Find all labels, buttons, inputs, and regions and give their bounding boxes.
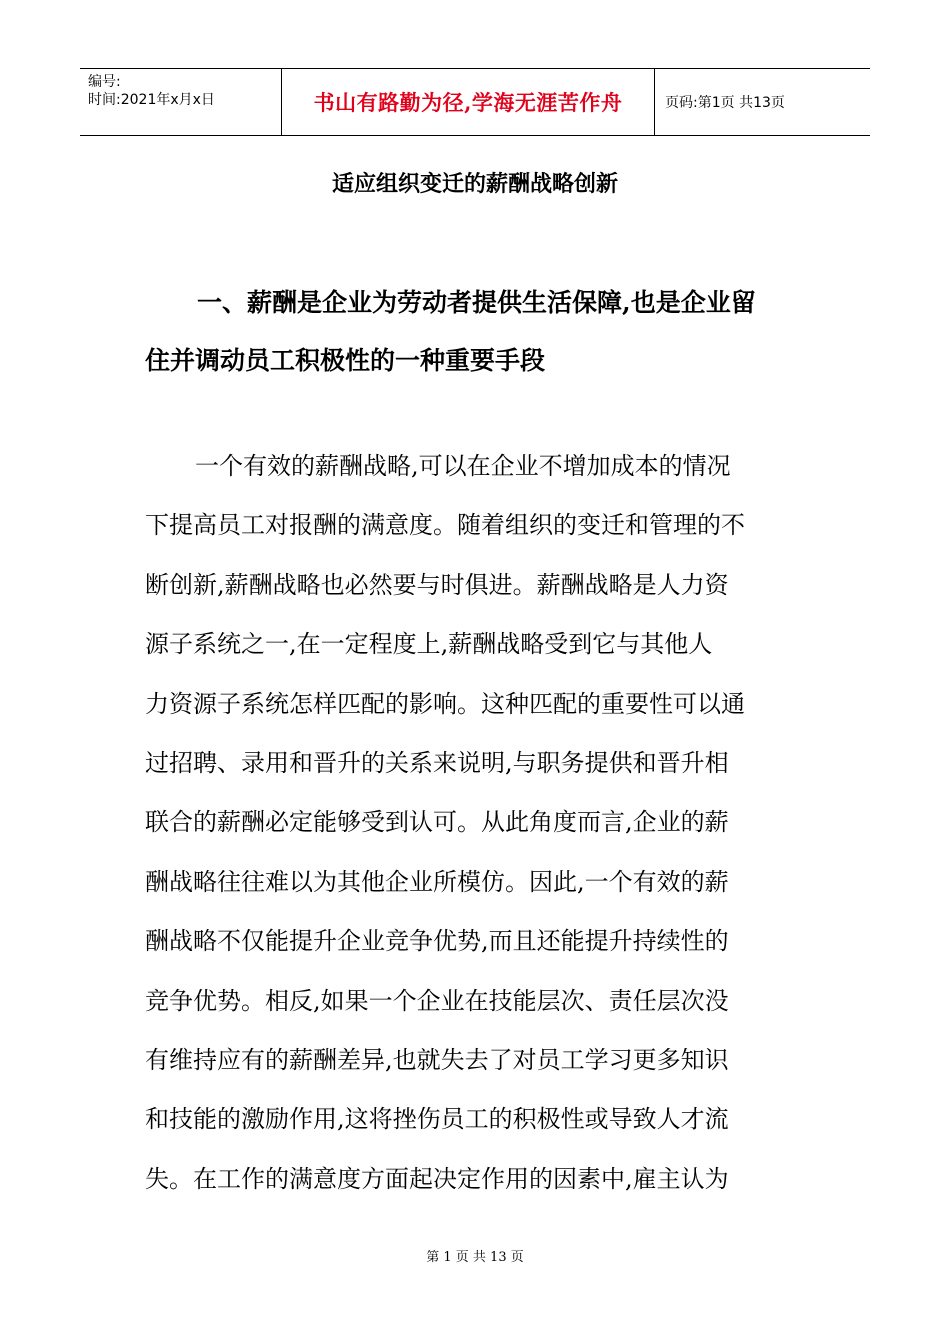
- header-meta: [80, 69, 282, 135]
- body-line: 一个有效的薪酬战略,可以在企业不增加成本的情况: [195, 452, 731, 480]
- body-line: 断创新,薪酬战略也必然要与时俱进。薪酬战略是人力资: [145, 570, 729, 599]
- body-line: 失。在工作的满意度方面起决定作用的因素中,雇主认为: [145, 1164, 729, 1193]
- body-line: 联合的薪酬必定能够受到认可。从此角度而言,企业的薪: [145, 808, 729, 837]
- document-header: [80, 68, 870, 136]
- page-footer: 第 1 页 共 13 页: [426, 1250, 524, 1265]
- body-line: 酬战略不仅能提升企业竞争优势,而且还能提升持续性的: [145, 927, 729, 956]
- section-heading-line-1: 一、薪酬是企业为劳动者提供生活保障,也是企业留: [197, 288, 756, 317]
- body-line: 过招聘、录用和晋升的关系来说明,与职务提供和晋升相: [145, 749, 729, 778]
- header-page-info: 页码:第1页 共13页: [665, 95, 785, 111]
- header-motto: 书山有路勤为径,学海无涯苦作舟: [282, 69, 655, 135]
- body-line: 力资源子系统怎样匹配的影响。这种匹配的重要性可以通: [145, 689, 745, 718]
- body-line: 竞争优势。相反,如果一个企业在技能层次、责任层次没: [145, 986, 729, 1015]
- document-title: 适应组织变迁的薪酬战略创新: [331, 171, 618, 197]
- section-heading: [145, 274, 785, 390]
- body-line: 和技能的激励作用,这将挫伤员工的积极性或导致人才流: [145, 1105, 729, 1134]
- body-line: 下提高员工对报酬的满意度。随着组织的变迁和管理的不: [145, 511, 745, 540]
- time-label: 时间:2021年x月x日: [88, 92, 215, 108]
- body-line: 酬战略往往难以为其他企业所模仿。因此,一个有效的薪: [145, 867, 729, 896]
- number-label: 编号:: [88, 74, 121, 90]
- body-line: 源子系统之一,在一定程度上,薪酬战略受到它与其他人: [145, 630, 713, 659]
- section-heading-line-2: 住并调动员工积极性的一种重要手段: [145, 346, 546, 375]
- body-paragraph: [145, 437, 785, 1209]
- body-line: 有维持应有的薪酬差异,也就失去了对员工学习更多知识: [145, 1046, 729, 1075]
